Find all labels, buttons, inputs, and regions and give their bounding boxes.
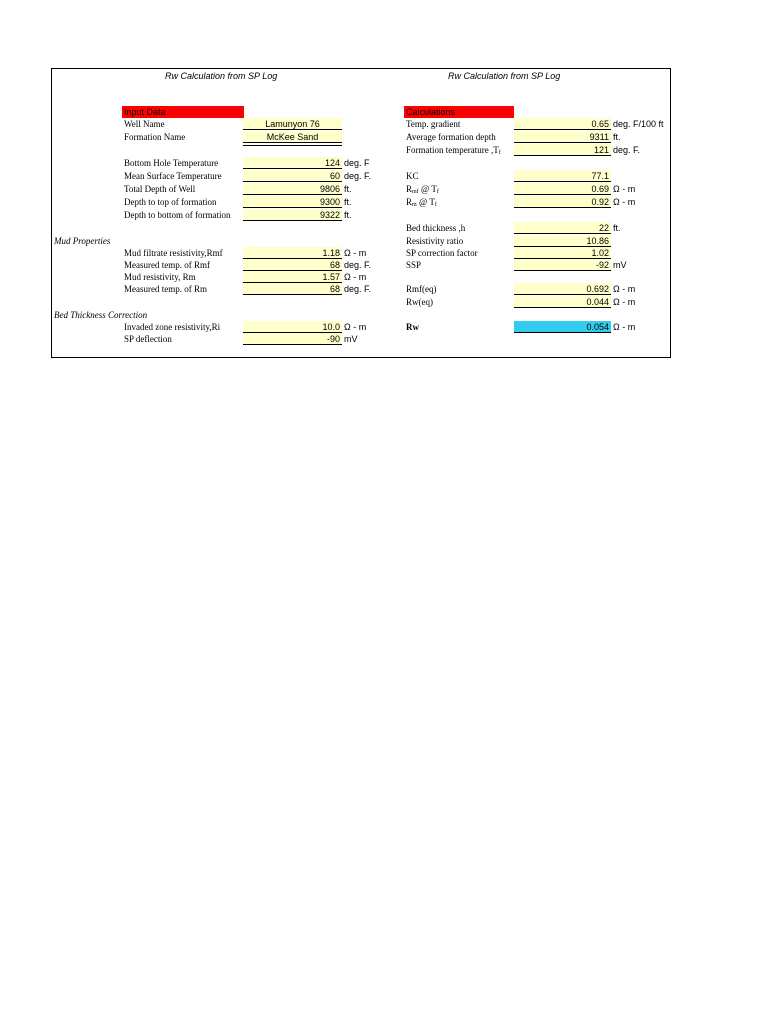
rm-temp-unit: deg. F.	[344, 284, 372, 294]
ssp-label: SSP	[406, 260, 422, 270]
bht-label: Bottom Hole Temperature	[124, 158, 219, 168]
ssp-cell[interactable]: -92	[514, 259, 611, 271]
ri-unit: Ω - m	[344, 322, 367, 332]
sp-deflection-cell[interactable]: -90	[243, 333, 342, 345]
kc-label: KC	[406, 171, 419, 181]
bht-unit: deg. F	[344, 158, 370, 168]
rm-tf-cell[interactable]: 0.92	[514, 196, 611, 208]
rmf-tf-unit: Ω - m	[613, 184, 636, 194]
bed-thickness-cell[interactable]: 22	[514, 222, 611, 234]
res-ratio-label: Resistivity ratio	[406, 236, 464, 246]
res-ratio-cell[interactable]: 10.86	[514, 235, 611, 247]
mst-cell[interactable]: 60	[243, 170, 342, 182]
bottom-depth-label: Depth to bottom of formation	[124, 210, 231, 220]
rm-temp-label: Measured temp. of Rm	[124, 284, 207, 294]
rmf-temp-label: Measured temp. of Rmf	[124, 260, 210, 270]
rw-eq-unit: Ω - m	[613, 297, 636, 307]
rw-eq-cell[interactable]: 0.044	[514, 296, 611, 308]
temp-gradient-cell[interactable]: 0.65	[514, 118, 611, 130]
form-temp-unit: deg. F.	[613, 145, 641, 155]
well-name-label: Well Name	[124, 119, 165, 129]
rm-cell[interactable]: 1.57	[243, 271, 342, 283]
mud-properties-header: Mud Properties	[54, 236, 111, 246]
sp-corr-label: SP correction factor	[406, 248, 478, 258]
bed-thickness-unit: ft.	[613, 223, 621, 233]
rmf-eq-label: Rmf(eq)	[406, 284, 437, 294]
ssp-unit: mV	[613, 260, 627, 270]
left-title: Rw Calculation from SP Log	[165, 71, 278, 81]
underline	[243, 145, 342, 146]
ri-cell[interactable]: 10.0	[243, 321, 342, 333]
rmf-unit: Ω - m	[344, 248, 367, 258]
ri-label: Invaded zone resistivity,Ri	[124, 322, 221, 332]
avg-depth-unit: ft.	[613, 132, 621, 142]
td-cell[interactable]: 9806	[243, 183, 342, 195]
right-title: Rw Calculation from SP Log	[448, 71, 561, 81]
td-unit: ft.	[344, 184, 352, 194]
rm-unit: Ω - m	[344, 272, 367, 282]
bed-thickness-label: Bed thickness ,h	[406, 223, 466, 233]
rmf-temp-cell[interactable]: 68	[243, 259, 342, 271]
formation-name-cell[interactable]: McKee Sand	[243, 131, 342, 143]
rm-label: Mud resistivity, Rm	[124, 272, 196, 282]
rm-tf-label: $R_m$ @ $T_f$	[406, 197, 437, 208]
rm-temp-cell[interactable]: 68	[243, 283, 342, 295]
td-label: Total Depth of Well	[124, 184, 196, 194]
rw-eq-label: Rw(eq)	[406, 297, 433, 307]
calculations-header: Calculations	[404, 106, 514, 118]
rmf-tf-label: $R_{mf}$ @ $T_f$	[406, 184, 439, 195]
rmf-eq-unit: Ω - m	[613, 284, 636, 294]
avg-depth-cell[interactable]: 9311	[514, 131, 611, 143]
rw-unit: Ω - m	[613, 322, 636, 332]
rmf-eq-cell[interactable]: 0.692	[514, 283, 611, 295]
rw-label: Rw	[406, 322, 419, 332]
top-depth-cell[interactable]: 9300	[243, 196, 342, 208]
rmf-tf-cell[interactable]: 0.69	[514, 183, 611, 195]
form-temp-cell[interactable]: 121	[514, 144, 611, 156]
spreadsheet-sheet	[51, 68, 671, 358]
top-depth-unit: ft.	[344, 197, 352, 207]
temp-gradient-label: Temp. gradient	[406, 119, 461, 129]
temp-gradient-unit: deg. F/100 ft	[613, 119, 664, 129]
sp-deflection-label: SP deflection	[124, 334, 172, 344]
rmf-label: Mud filtrate resistivity,Rmf	[124, 248, 223, 258]
kc-cell[interactable]: 77.1	[514, 170, 611, 182]
sp-deflection-unit: mV	[344, 334, 358, 344]
mst-unit: deg. F.	[344, 171, 372, 181]
rmf-cell[interactable]: 1.18	[243, 247, 342, 259]
input-data-header: Input Data	[122, 106, 244, 118]
rmf-temp-unit: deg. F.	[344, 260, 372, 270]
rm-tf-unit: Ω - m	[613, 197, 636, 207]
bottom-depth-cell[interactable]: 9322	[243, 209, 342, 221]
sp-corr-cell[interactable]: 1.02	[514, 247, 611, 259]
formation-name-label: Formation Name	[124, 132, 186, 142]
bed-thickness-header: Bed Thickness Correction	[54, 310, 148, 320]
rw-result-cell[interactable]: 0.054	[514, 321, 611, 333]
well-name-cell[interactable]: Lamunyon 76	[243, 118, 342, 130]
form-temp-label: Formation temperature $,T_f$	[406, 145, 501, 156]
bht-cell[interactable]: 124	[243, 157, 342, 169]
avg-depth-label: Average formation depth	[406, 132, 496, 142]
mst-label: Mean Surface Temperature	[124, 171, 222, 181]
bottom-depth-unit: ft.	[344, 210, 352, 220]
top-depth-label: Depth to top of formation	[124, 197, 217, 207]
